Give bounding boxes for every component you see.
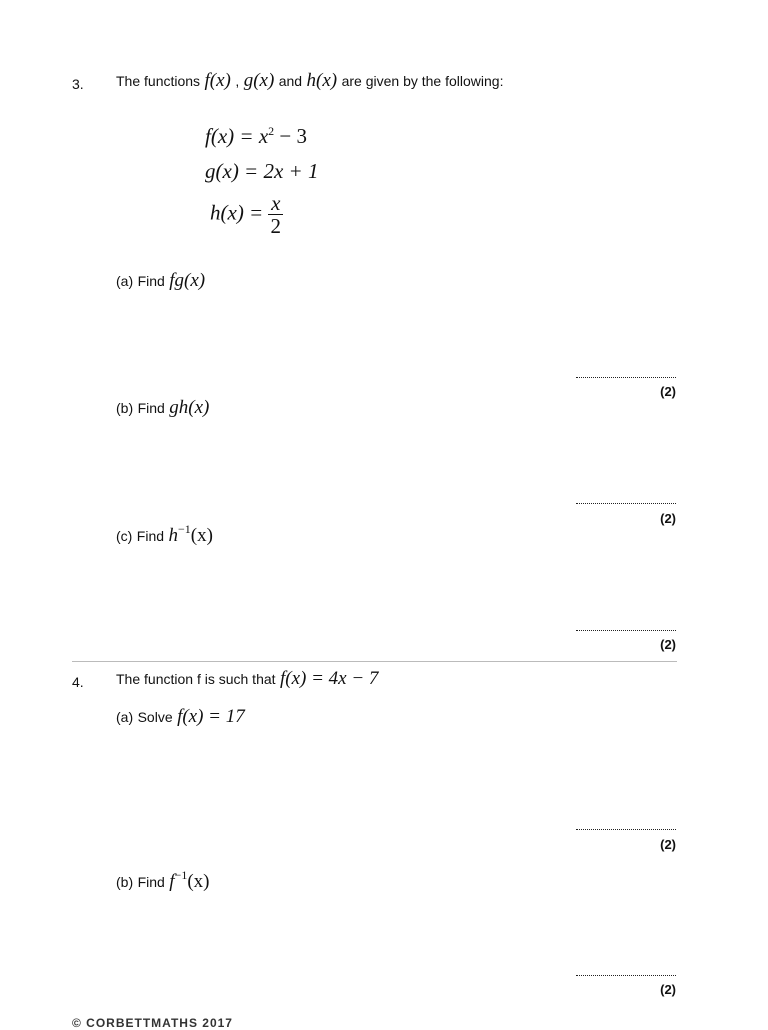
question-4-intro [116,668,378,690]
part-verb: Find [137,874,165,890]
part-expression-tail: (x) [190,525,213,546]
answer-line-3a[interactable] [576,377,676,378]
part-expression-tail: (x) [187,871,210,892]
marks-3c: (2) [660,637,676,652]
h-name: h(x) [306,70,338,91]
section-divider [72,661,677,662]
part-expression-exponent: −1 [177,522,191,536]
question-4-number: 4. [72,674,84,690]
definition-g [205,159,318,184]
question-3a [116,270,205,292]
question-4a [116,706,245,728]
part-label: (c) [116,528,133,544]
and-text: and [278,73,303,89]
def-f-lhs: f(x) = x [205,124,269,148]
question-3b [116,397,209,419]
question-3-intro [116,70,503,92]
part-expression-base: f [169,871,175,892]
definition-h [210,192,283,237]
def-f-exponent: 2 [268,124,275,138]
marks-3a: (2) [660,384,676,399]
def-f-rhs: − 3 [274,124,307,148]
part-expression: fg(x) [169,270,206,291]
part-label: (b) [116,874,134,890]
definition-f [205,124,307,149]
answer-line-4a[interactable] [576,829,676,830]
part-expression: f(x) = 17 [177,706,245,727]
def-h-lhs: h(x) = [210,200,264,225]
intro-expression: f(x) = 4x − 7 [279,668,379,689]
part-verb: Find [136,528,165,544]
question-4b [116,868,209,893]
part-verb: Find [137,273,165,289]
intro-text: The function f is such that [116,671,276,687]
answer-line-4b[interactable] [576,975,676,976]
part-label: (b) [116,400,134,416]
answer-line-3b[interactable] [576,503,676,504]
marks-3b: (2) [660,511,676,526]
intro-text-end: are given by the following: [341,73,504,89]
question-3-number: 3. [72,76,84,92]
answer-line-3c[interactable] [576,630,676,631]
part-label: (a) [116,709,134,725]
fraction-denominator: 2 [270,214,281,239]
g-name: g(x) [243,70,275,91]
comma: , [235,73,240,89]
def-g: g(x) = 2x + 1 [205,159,319,183]
part-expression: gh(x) [169,397,210,418]
f-name: f(x) [204,70,231,91]
marks-4b: (2) [660,982,676,997]
part-verb: Solve [137,709,173,725]
part-label: (a) [116,273,134,289]
marks-4a: (2) [660,837,676,852]
fraction [268,192,283,237]
fraction-numerator: x [271,191,281,215]
part-expression-base: h [168,525,178,546]
footer-copyright: © CORBETTMATHS 2017 [72,1016,233,1030]
part-expression-exponent: −1 [174,868,188,882]
part-verb: Find [137,400,165,416]
intro-text: The functions [116,73,201,89]
question-3c [116,522,213,547]
